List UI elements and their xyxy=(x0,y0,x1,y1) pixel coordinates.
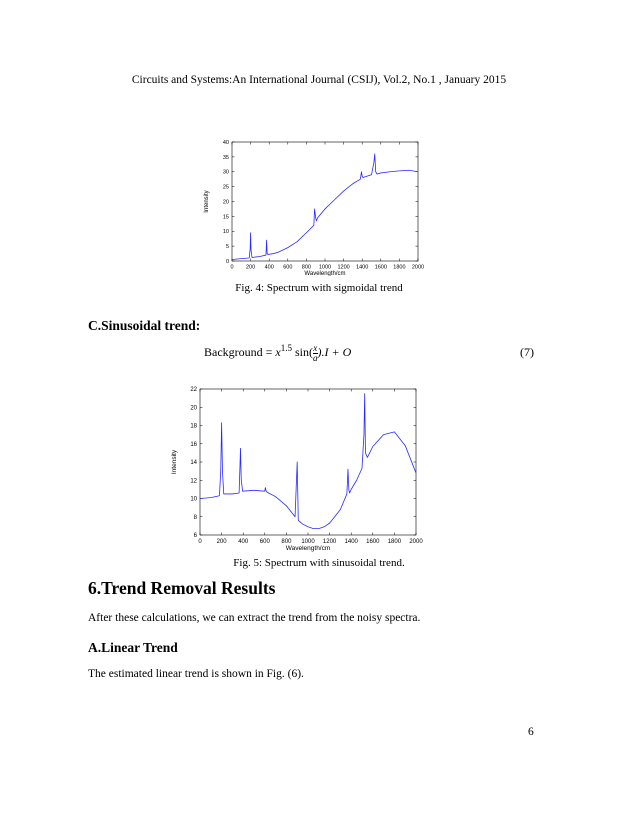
x-tick-label: 1000 xyxy=(301,539,315,545)
equation-denominator: a xyxy=(313,352,318,363)
x-tick-label: 200 xyxy=(246,264,256,271)
y-tick-label: 30 xyxy=(222,169,229,176)
running-header: Circuits and Systems:An International Journal (CSIJ), Vol.2, No.1 , January 2015 xyxy=(131,74,507,86)
y-tick-label: 40 xyxy=(222,139,229,146)
y-tick-label: 10 xyxy=(222,229,229,236)
x-tick-label: 800 xyxy=(301,264,311,271)
y-tick-label: 0 xyxy=(225,258,229,265)
plot-frame xyxy=(200,389,416,535)
section-c-heading: C.Sinusoidal trend: xyxy=(88,318,201,333)
x-tick-label: 1800 xyxy=(387,539,402,545)
figure-5-caption: Fig. 5: Spectrum with sinusoidal trend. xyxy=(233,557,405,569)
x-axis-label: Wavelength/cm xyxy=(285,545,331,552)
x-tick-label: 1400 xyxy=(356,264,369,271)
x-tick-label: 1800 xyxy=(393,264,406,271)
equation-number: (7) xyxy=(520,345,534,359)
y-axis-label: Intensity xyxy=(204,190,210,213)
x-tick-label: 1400 xyxy=(344,539,358,545)
section-6-heading: 6.Trend Removal Results xyxy=(88,578,276,598)
figure-4-svg xyxy=(190,134,430,276)
y-tick-label: 16 xyxy=(190,441,197,448)
x-tick-label: 400 xyxy=(238,539,249,545)
x-tick-label: 1200 xyxy=(337,264,350,271)
y-tick-label: 35 xyxy=(222,154,229,161)
plot-frame xyxy=(232,142,418,261)
x-axis-label: Wavelength/cm xyxy=(304,271,346,276)
equation-tail: ).I + O xyxy=(317,345,352,359)
x-tick-label: 600 xyxy=(259,539,270,545)
equation-numerator: x xyxy=(313,342,318,353)
x-tick-label: 200 xyxy=(216,539,227,545)
x-tick-label: 600 xyxy=(283,264,293,271)
paragraph-2: The estimated linear trend is shown in Fig. (6). xyxy=(88,668,304,680)
x-tick-label: 1000 xyxy=(318,264,332,271)
y-tick-label: 14 xyxy=(190,460,197,467)
x-tick-label: 0 xyxy=(198,539,202,545)
figure-4-chart xyxy=(190,134,430,276)
y-tick-label: 12 xyxy=(190,478,197,485)
page-number: 6 xyxy=(528,726,534,738)
equation-exponent: 1.5 xyxy=(280,343,292,353)
x-tick-label: 1600 xyxy=(374,264,387,271)
equation-lhs: Background = xyxy=(204,345,276,359)
figure-5-svg xyxy=(164,383,426,553)
y-tick-label: 8 xyxy=(193,514,197,521)
y-axis-label: Intensity xyxy=(171,449,178,475)
y-tick-label: 10 xyxy=(190,496,197,503)
figure-5-chart xyxy=(164,383,426,553)
x-tick-label: 1200 xyxy=(322,539,337,545)
x-tick-label: 1600 xyxy=(366,539,380,545)
y-tick-label: 25 xyxy=(222,184,229,191)
paragraph-1: After these calculations, we can extract the trend from the noisy spectra. xyxy=(88,612,421,624)
x-tick-label: 2000 xyxy=(409,539,423,545)
y-tick-label: 5 xyxy=(225,244,229,251)
equation-7 xyxy=(204,343,351,367)
y-tick-label: 18 xyxy=(190,423,197,430)
x-tick-label: 0 xyxy=(230,264,234,271)
y-tick-label: 15 xyxy=(222,214,229,221)
y-tick-label: 22 xyxy=(190,387,197,394)
y-tick-label: 6 xyxy=(193,533,197,540)
section-a-heading: A.Linear Trend xyxy=(88,640,178,655)
y-tick-label: 20 xyxy=(190,405,197,412)
equation-x: x xyxy=(275,345,281,359)
y-tick-label: 20 xyxy=(222,199,229,206)
figure-4-caption: Fig. 4: Spectrum with sigmoidal trend xyxy=(235,282,403,294)
x-tick-label: 2000 xyxy=(411,264,425,271)
x-tick-label: 400 xyxy=(264,264,274,271)
x-tick-label: 800 xyxy=(281,539,292,545)
equation-sin: sin( xyxy=(292,345,313,359)
